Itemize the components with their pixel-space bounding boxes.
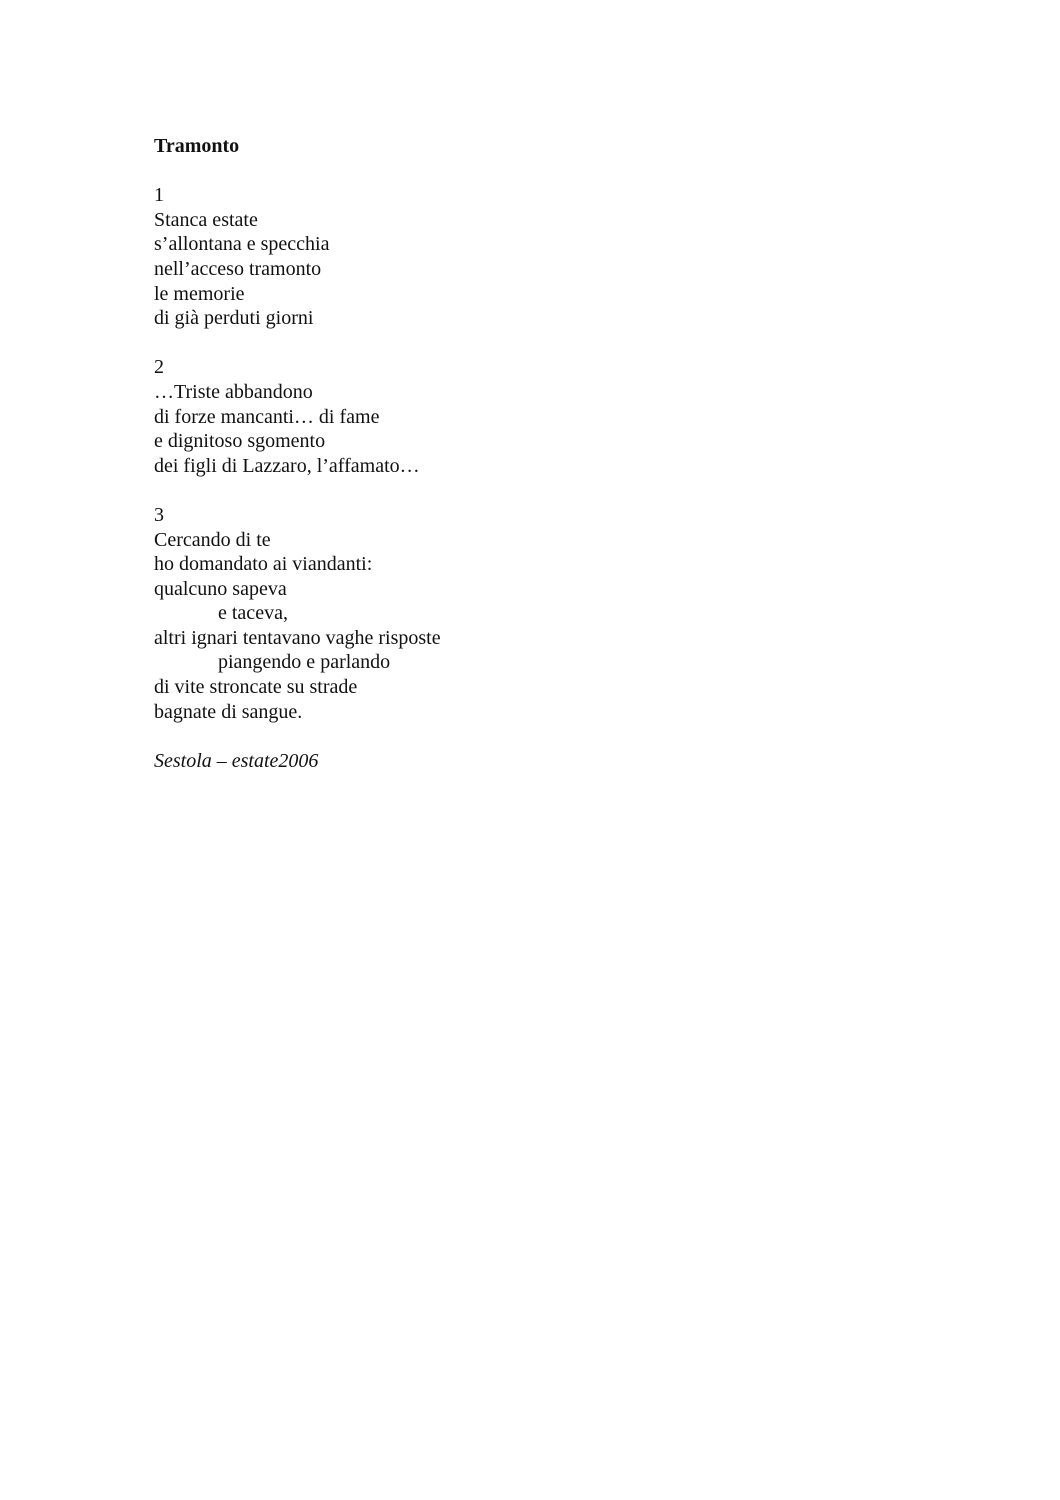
poem-line: le memorie <box>154 282 245 305</box>
stanza-number: 3 <box>154 503 164 526</box>
poem-title: Tramonto <box>154 135 240 157</box>
poem-line: dei figli di Lazzaro, l’affamato… <box>154 454 420 477</box>
poem-line-indented: e taceva, <box>218 602 288 625</box>
stanza-number: 2 <box>154 356 164 379</box>
stanza-1 <box>154 183 854 331</box>
stanza-3 <box>154 503 854 724</box>
poem-line: di vite stroncate su strade <box>154 676 358 699</box>
stanza-2 <box>154 355 854 478</box>
poem-line: ho domandato ai viandanti: <box>154 553 373 576</box>
poem-line: bagnate di sangue. <box>154 700 303 723</box>
poem-line: altri ignari tentavano vaghe risposte <box>154 626 441 649</box>
stanza-number: 1 <box>154 184 164 207</box>
poem-line: di già perduti giorni <box>154 307 314 330</box>
poem-line: Stanca estate <box>154 208 258 231</box>
poem-line: s’allontana e specchia <box>154 233 330 256</box>
poem-line: …Triste abbandono <box>154 380 313 403</box>
poem-signature: Sestola – estate2006 <box>154 749 319 772</box>
poem <box>154 134 854 773</box>
poem-line: di forze mancanti… di fame <box>154 405 380 428</box>
poem-line: Cercando di te <box>154 528 271 551</box>
poem-line: nell’acceso tramonto <box>154 257 322 280</box>
poem-line-indented: piangendo e parlando <box>218 651 391 674</box>
poem-line: qualcuno sapeva <box>154 577 287 600</box>
poem-line: e dignitoso sgomento <box>154 430 326 453</box>
